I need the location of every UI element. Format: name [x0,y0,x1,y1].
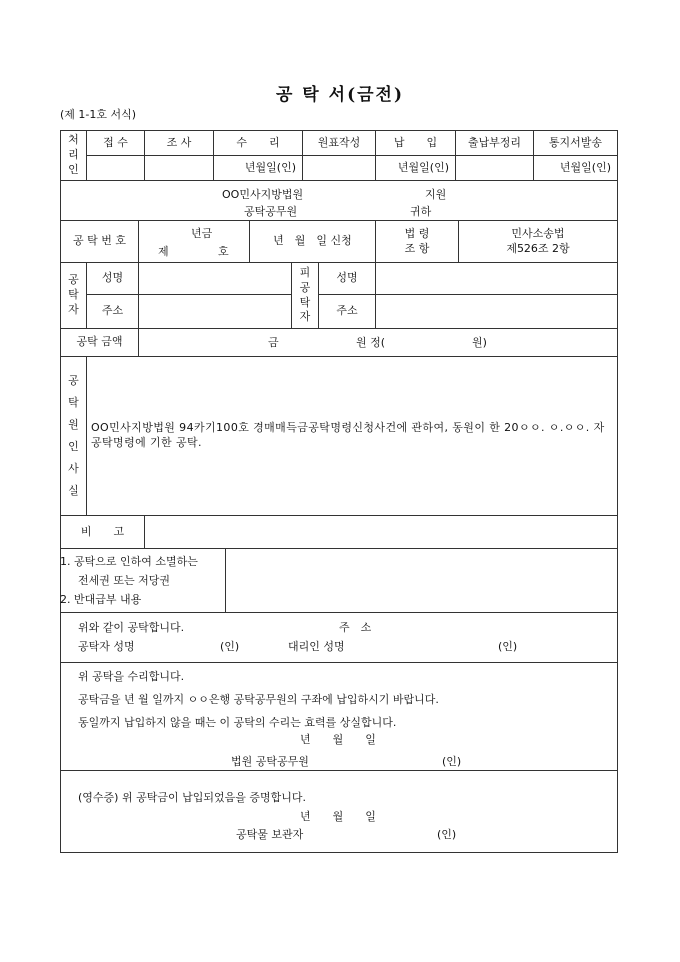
law-value-1: 민사소송법 [511,226,565,240]
court-honorific: 귀하 [410,205,432,218]
depositor-name-label: 성명 [86,262,139,295]
depositor-name-field[interactable] [138,262,292,295]
item-2: 2. 반대급부 내용 [60,593,142,606]
header-payment: 납 입 [375,130,456,156]
page-title: 공 탁 서(금전) [275,85,405,105]
depositor-signature-label: 공탁자 성명 [78,640,135,653]
header-receipt: 접 수 [86,130,145,156]
acceptance-seal: (인) [442,755,462,768]
header-ledger: 원표작성 [302,130,376,156]
law-value-2: 제526조 2항 [506,241,570,255]
depositee-address-label: 주소 [318,294,376,329]
deposit-no-suffix: 호 [218,245,229,258]
declaration-text: 위와 같이 공탁합니다. [78,621,185,634]
depositor-address-label: 주소 [86,294,139,329]
ledger-cell[interactable] [302,155,376,181]
declaration-address: 주 소 [339,621,372,634]
court-branch: 지원 [425,188,447,201]
acceptance-line-2: 공탁금을 년 월 일까지 ㅇㅇ은행 공탁공무원의 구좌에 납입하시기 바랍니다. [78,693,439,706]
header-accept: 수 리 [213,130,303,156]
receipt-cell[interactable] [86,155,145,181]
law-label [375,220,459,263]
item-1: 1. 공탁으로 인하여 소멸하는 [60,555,198,568]
cause-label: 공 탁 원 인 사 실 [60,356,87,516]
remarks-field[interactable] [144,515,618,549]
deposit-no-prefix: 제 [158,245,169,258]
apply-date: 년 월 일 신청 [249,220,376,263]
deposit-number-label: 공 탁 번 호 [60,220,139,263]
court-name: OO민사지방법원 [222,188,304,201]
depositor-seal: (인) [220,640,240,653]
depositee-name-label: 성명 [318,262,376,295]
agent-signature-label: 대리인 성명 [288,640,345,653]
depositee-name-field[interactable] [375,262,618,295]
acceptance-line-1: 위 공탁을 수리합니다. [78,670,185,683]
header-cashbook: 출납부정리 [455,130,534,156]
agent-seal: (인) [498,640,518,653]
accept-date: 년월일(인) [213,155,303,181]
review-cell[interactable] [144,155,214,181]
amount-label: 공탁 금액 [60,328,139,357]
item-1-cont: 전세권 또는 저당권 [78,574,171,587]
receipt-seal: (인) [437,828,457,841]
court-official: 공탁공무원 [244,205,298,218]
amount-gum: 금 [268,336,279,349]
remarks-label: 비 고 [60,515,145,549]
amount-won-close: 원) [472,336,487,349]
deposit-year: 년금 [191,227,213,240]
law-value [458,220,618,263]
notice-date: 년월일(인) [533,155,618,181]
acceptance-official: 법원 공탁공무원 [231,755,309,768]
receipt-line-1: (영수증) 위 공탁금이 납입되었음을 증명합니다. [78,791,306,804]
header-notice: 통지서발송 [533,130,618,156]
amount-won-jeong: 원 정( [356,336,386,349]
depositee-address-field[interactable] [375,294,618,329]
acceptance-line-3: 동일까지 납입하지 않을 때는 이 공탁의 수리는 효력를 상실합니다. [78,716,397,729]
depositor-address-field[interactable] [138,294,292,329]
cause-text: OO민사지방법원 94카기100호 경매매득금공탁명령신청사건에 관하여, 동원이 한 20ㅇㅇ. ㅇ.ㅇㅇ. 자 공탁명령에 기한 공탁. [86,356,618,516]
law-label-1: 법 령 [404,226,430,240]
receipt-date: 년 월 일 [300,810,376,823]
payment-date: 년월일(인) [375,155,456,181]
header-review: 조 사 [144,130,214,156]
form-number: (제 1-1호 서식) [60,108,137,121]
court-addressee [60,180,618,221]
acceptance-date: 년 월 일 [300,733,376,746]
cashbook-cell[interactable] [455,155,534,181]
depositor-label: 공 탁 자 [60,262,87,329]
receipt-keeper: 공탁물 보관자 [236,828,304,841]
law-label-2: 조 항 [404,241,430,255]
depositee-label: 피 공 탁 자 [291,262,319,329]
extinguished-rights-field[interactable] [225,548,618,613]
processor-label: 처 리 인 [60,130,87,181]
